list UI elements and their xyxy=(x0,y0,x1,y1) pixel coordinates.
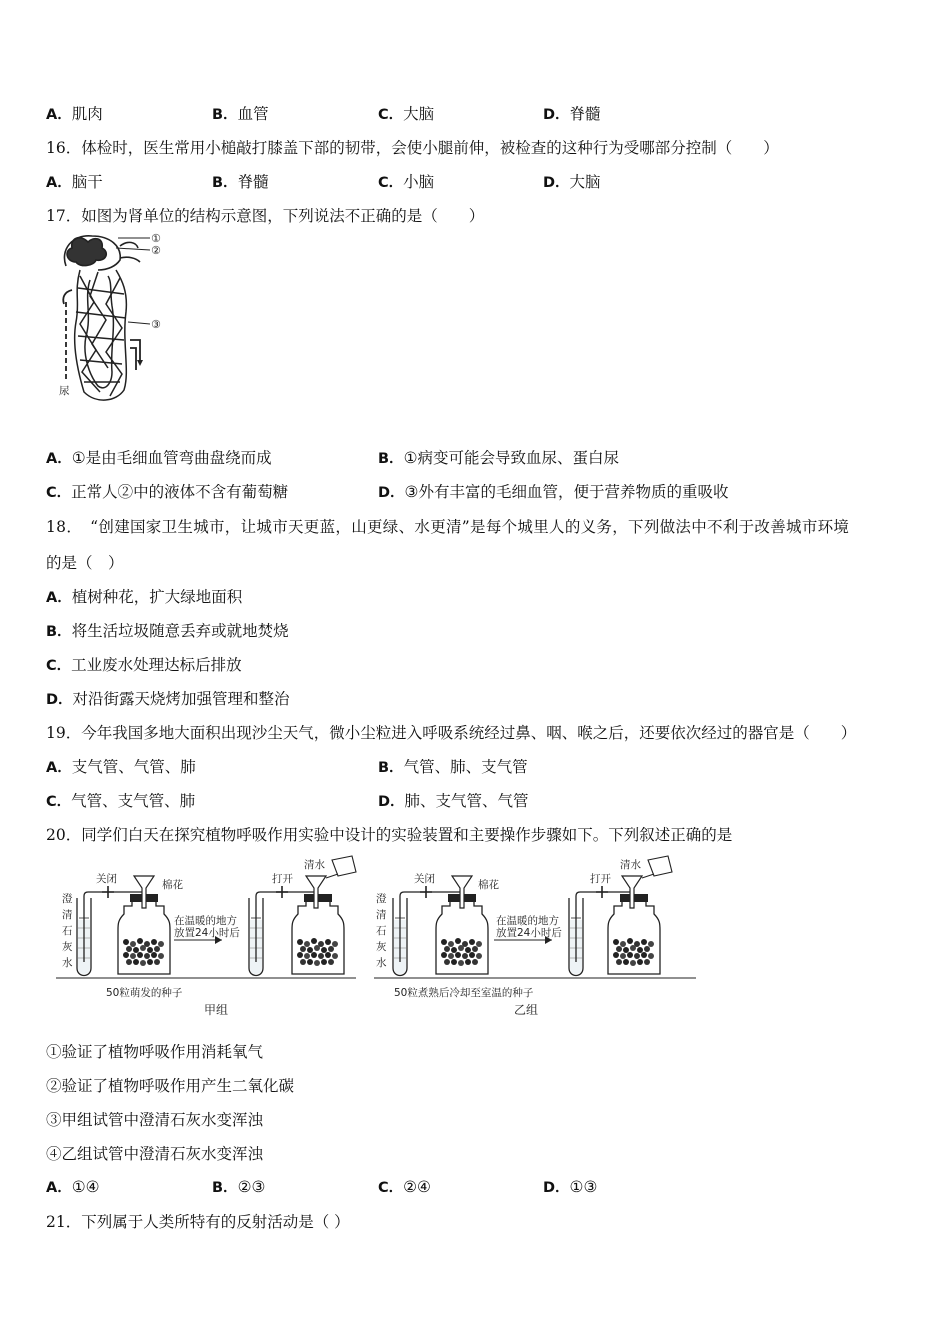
group-b-setup-1 xyxy=(376,872,562,976)
group-a-setup-1 xyxy=(62,872,240,976)
nephron-label-3: ③ xyxy=(151,318,161,331)
group-a-setup-2 xyxy=(249,856,356,976)
svg-text:打开: 打开 xyxy=(590,873,611,885)
q19-option-d: D．肺、支气管、气管 xyxy=(378,792,529,810)
q19-stem: 19．今年我国多地大面积出现沙尘天气，微小尘粒进入呼吸系统经过鼻、咽、喉之后，还要依次经过的器官是（ ） xyxy=(46,724,857,742)
q20-statement-3: ③甲组试管中澄清石灰水变浑浊 xyxy=(46,1111,264,1129)
svg-text:在温暖的地方: 在温暖的地方 xyxy=(174,915,237,927)
svg-text:水: 水 xyxy=(376,957,387,969)
svg-text:棉花: 棉花 xyxy=(478,879,499,891)
svg-text:关闭: 关闭 xyxy=(414,873,435,885)
group-b-setup-2 xyxy=(569,856,672,976)
q15-option-d: D．脊髓 xyxy=(543,105,601,123)
svg-text:灰: 灰 xyxy=(376,941,387,953)
svg-text:清: 清 xyxy=(376,909,387,921)
q18-option-d: D．对沿街露天烧烤加强管理和整治 xyxy=(46,690,290,708)
q18-stem-line2: 的是（ ） xyxy=(46,554,124,572)
q18-option-a: A．植树种花，扩大绿地面积 xyxy=(46,588,243,606)
svg-text:清水: 清水 xyxy=(620,859,641,871)
svg-text:清: 清 xyxy=(62,909,73,921)
q15-option-b: B．血管 xyxy=(212,105,269,123)
svg-text:灰: 灰 xyxy=(62,941,73,953)
nephron-figure xyxy=(50,232,180,407)
svg-text:清水: 清水 xyxy=(304,859,325,871)
svg-text:在温暖的地方: 在温暖的地方 xyxy=(496,915,559,927)
svg-text:棉花: 棉花 xyxy=(162,879,183,891)
q18-option-b: B．将生活垃圾随意丢弃或就地焚烧 xyxy=(46,622,289,640)
group-b-seeds-label: 50粒煮熟后冷却至室温的种子 xyxy=(394,987,534,999)
q20-option-b: B．②③ xyxy=(212,1178,266,1196)
group-a-seeds-label: 50粒萌发的种子 xyxy=(106,987,183,999)
tubule xyxy=(75,270,127,400)
glomerulus xyxy=(64,236,140,270)
svg-text:打开: 打开 xyxy=(272,873,293,885)
svg-text:澄: 澄 xyxy=(62,893,73,905)
nephron-label-1: ① xyxy=(151,232,161,245)
q20-statement-4: ④乙组试管中澄清石灰水变浑浊 xyxy=(46,1145,264,1163)
svg-text:石: 石 xyxy=(376,925,387,937)
q21-stem: 21．下列属于人类所特有的反射活动是（ ） xyxy=(46,1213,350,1231)
q20-statement-1: ①验证了植物呼吸作用消耗氧气 xyxy=(46,1043,264,1061)
q19-option-c: C．气管、支气管、肺 xyxy=(46,792,196,810)
q18-stem-line1: 18． “创建国家卫生城市，让城市天更蓝，山更绿、水更清”是每个城里人的义务，下列做法中不利于改善城市环境 xyxy=(46,518,850,536)
respiration-experiment-figure xyxy=(56,856,696,1026)
svg-text:水: 水 xyxy=(62,957,73,969)
svg-text:关闭: 关闭 xyxy=(96,873,117,885)
q20-stem: 20．同学们白天在探究植物呼吸作用实验中设计的实验装置和主要操作步骤如下。下列叙述正确的是 xyxy=(46,826,733,844)
group-b-label: 乙组 xyxy=(514,1003,539,1017)
urine-label: 尿 xyxy=(59,385,70,397)
svg-text:石: 石 xyxy=(62,925,73,937)
q20-option-c: C．②④ xyxy=(378,1178,431,1196)
q18-option-c: C．工业废水处理达标后排放 xyxy=(46,656,242,674)
q16-option-d: D．大脑 xyxy=(543,173,601,191)
q17-option-d: D．③外有丰富的毛细血管，便于营养物质的重吸收 xyxy=(378,483,729,501)
q15-option-c: C．大脑 xyxy=(378,105,435,123)
q17-option-a: A．①是由毛细血管弯曲盘绕而成 xyxy=(46,449,272,467)
q16-option-a: A．脑干 xyxy=(46,173,103,191)
q16-stem: 16．体检时，医生常用小槌敲打膝盖下部的韧带，会使小腿前伸，被检查的这种行为受哪部分控制（ ） xyxy=(46,139,779,157)
q19-option-a: A．支气管、气管、肺 xyxy=(46,758,196,776)
svg-text:放置24小时后: 放置24小时后 xyxy=(496,927,562,939)
svg-text:澄: 澄 xyxy=(376,893,387,905)
q17-option-c: C．正常人②中的液体不含有葡萄糖 xyxy=(46,483,289,501)
nephron-label-2: ② xyxy=(151,244,161,257)
group-a-label: 甲组 xyxy=(204,1003,229,1017)
q16-option-b: B．脊髓 xyxy=(212,173,269,191)
q20-option-d: D．①③ xyxy=(543,1178,598,1196)
q19-option-b: B．气管、肺、支气管 xyxy=(378,758,528,776)
q20-statement-2: ②验证了植物呼吸作用产生二氧化碳 xyxy=(46,1077,295,1095)
q17-stem: 17．如图为肾单位的结构示意图，下列说法不正确的是（ ） xyxy=(46,207,485,225)
q20-option-a: A．①④ xyxy=(46,1178,100,1196)
q16-option-c: C．小脑 xyxy=(378,173,435,191)
q17-option-b: B．①病变可能会导致血尿、蛋白尿 xyxy=(378,449,619,467)
q15-option-a: A．肌肉 xyxy=(46,105,103,123)
svg-text:放置24小时后: 放置24小时后 xyxy=(174,927,240,939)
